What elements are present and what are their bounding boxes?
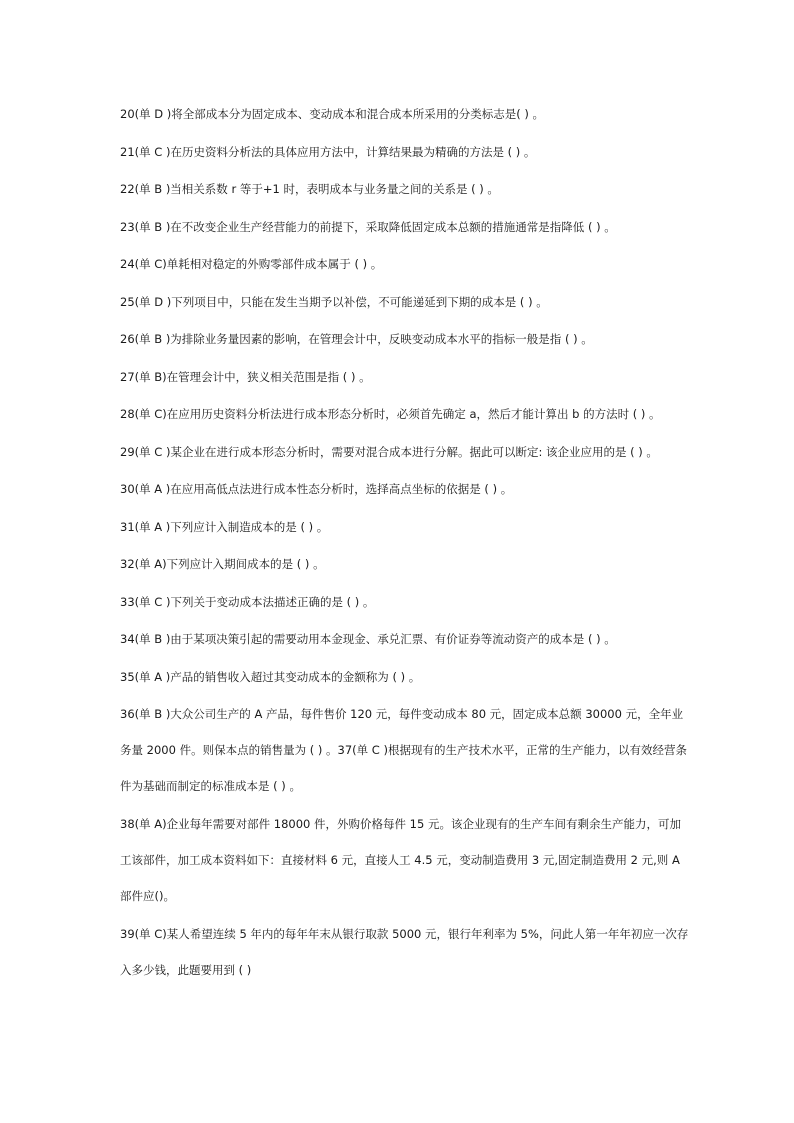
question-25: 25(单 D )下列项目中，只能在发生当期予以补偿，不可能递延到下期的成本是 ( ) 。 [120,294,548,309]
question-22: 22(单 B )当相关系数 r 等于+1 时，表明成本与业务量之间的关系是 ( ) 。 [120,182,499,196]
question-35: 35(单 A )产品的销售收入超过其变动成本的金额称为 ( ) 。 [120,669,421,684]
question-33: 33(单 C )下列关于变动成本法描述正确的是 ( ) 。 [120,594,375,609]
question-26: 26(单 B )为排除业务量因素的影响，在管理会计中，反映变动成本水平的指标一般是指 ( ) 。 [120,332,593,346]
question-39: 39(单 C)某人希望连续 5 年内的每年年末从银行取款 5000 元，银行年利率为 5%，问此人第一年年初应一次存入多少钱，此题要用到 ( ) [120,927,689,977]
question-32: 32(单 A)下列应计入期间成本的是 ( ) 。 [120,557,325,571]
question-28: 28(单 C)在应用历史资料分析法进行成本形态分析时，必须首先确定 a，然后才能计算出 b 的方法时 ( ) 。 [120,407,661,421]
question-31: 31(单 A )下列应计入制造成本的是 ( ) 。 [120,519,329,534]
question-24: 24(单 C)单耗相对稳定的外购零部件成本属于 ( ) 。 [120,257,383,271]
question-36-37: 36(单 B )大众公司生产的 A 产品，每件售价 120 元，每件变动成本 80 元，固定成本总额 30000 元，全年业务量 2000 件。则保本点的销售量为 ( ) 。37(单 C )根据现有的生产技术水平，正常的生产能力，以有效经营条件为基础而制定的标准成本是 ( ) 。 [120,707,687,793]
question-27: 27(单 B)在管理会计中，狭义相关范围是指 ( ) 。 [120,369,371,384]
question-29: 29(单 C )某企业在进行成本形态分析时，需要对混合成本进行分解。据此可以断定: 该企业应用的是 ( ) 。 [120,444,658,459]
question-21: 21(单 C )在历史资料分析法的具体应用方法中，计算结果最为精确的方法是 ( ) 。 [120,144,536,159]
question-23: 23(单 B )在不改变企业生产经营能力的前提下，采取降低固定成本总额的措施通常是指降低 ( ) 。 [120,219,616,234]
question-20: 20(单 D )将全部成本分为固定成本、变动成本和混合成本所采用的分类标志是( ) 。 [120,107,545,121]
question-34: 34(单 B )由于某项决策引起的需要动用本金现金、承兑汇票、有价证券等流动资产的成本是 ( ) 。 [120,632,616,646]
question-38: 38(单 A)企业每年需要对部件 18000 件，外购价格每件 15 元。该企业现有的生产车间有剩余生产能力，可加工该部件，加工成本资料如下：直接材料 6 元，直接人工 4.5 元，变动制造费用 3 元,固定制造费用 2 元,则 A 部件应()。 [120,817,681,903]
question-30: 30(单 A )在应用高低点法进行成本性态分析时，选择高点坐标的依据是 ( ) 。 [120,482,513,496]
question-list [120,104,690,998]
